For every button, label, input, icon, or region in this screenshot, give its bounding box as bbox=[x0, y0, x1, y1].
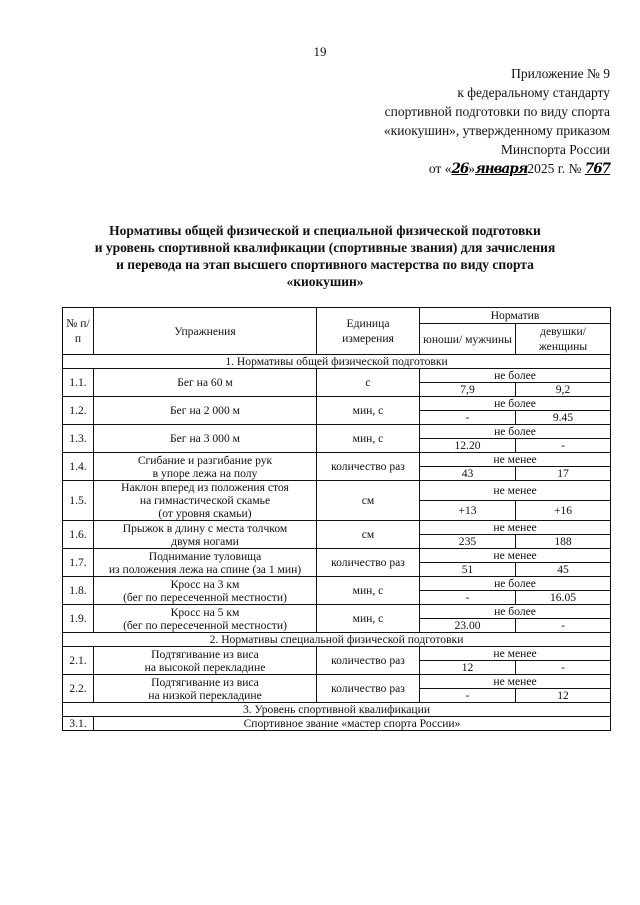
row-unit: мин, с bbox=[317, 397, 420, 425]
row-unit: количество раз bbox=[317, 453, 420, 481]
table-row bbox=[63, 675, 611, 689]
exercise-line: Прыжок в длину с места толчком bbox=[122, 521, 288, 535]
exercise-line: на высокой перекладине bbox=[144, 660, 266, 674]
section-title: 2. Нормативы специальной физической подготовки bbox=[63, 633, 611, 647]
page-number: 19 bbox=[313, 44, 327, 59]
table-row bbox=[63, 577, 611, 591]
male-value: 43 bbox=[420, 467, 516, 481]
header-male: юноши/ мужчины bbox=[420, 324, 516, 355]
exercise-line: Поднимание туловища bbox=[148, 549, 262, 563]
table-row bbox=[63, 453, 611, 467]
header-norm: Норматив bbox=[420, 308, 611, 324]
row-exercise bbox=[94, 453, 317, 481]
row-span-text: Спортивное звание «мастер спорта России» bbox=[94, 717, 611, 731]
exercise-line: (бег по пересеченной местности) bbox=[123, 590, 287, 604]
male-value: - bbox=[420, 411, 516, 425]
female-value: 16.05 bbox=[516, 591, 611, 605]
male-value: 51 bbox=[420, 563, 516, 577]
row-num: 1.1. bbox=[63, 369, 94, 397]
date-prefix: от « bbox=[428, 161, 452, 176]
table-row bbox=[63, 425, 611, 439]
norms-table-body bbox=[63, 355, 611, 731]
table-row bbox=[63, 717, 611, 731]
female-value: 9,2 bbox=[516, 383, 611, 397]
exercise-line: Кросс на 3 км bbox=[170, 577, 240, 591]
norm-qualifier: не менее bbox=[420, 521, 611, 535]
row-num: 2.2. bbox=[63, 675, 94, 703]
date-mid: » bbox=[468, 161, 476, 176]
row-exercise bbox=[94, 577, 317, 605]
row-unit: количество раз bbox=[317, 549, 420, 577]
row-unit: количество раз bbox=[317, 675, 420, 703]
row-exercise bbox=[94, 647, 317, 675]
row-num: 1.3. bbox=[63, 425, 94, 453]
norm-qualifier: не более bbox=[420, 397, 611, 411]
row-unit: мин, с bbox=[317, 605, 420, 633]
table-row bbox=[63, 369, 611, 383]
row-unit: мин, с bbox=[317, 577, 420, 605]
exercise-line: Кросс на 5 км bbox=[170, 605, 240, 619]
appendix-line: спортивной подготовки по виду спорта bbox=[384, 104, 610, 119]
row-unit: количество раз bbox=[317, 647, 420, 675]
exercise-line: Подтягивание из виса bbox=[151, 675, 259, 689]
exercise-line: Бег на 2 000 м bbox=[169, 404, 241, 417]
title-line: и уровень спортивной квалификации (спортивные звания) для зачисления bbox=[94, 240, 556, 255]
table-row bbox=[63, 481, 611, 501]
row-num: 1.2. bbox=[63, 397, 94, 425]
header-exercise: Упражнения bbox=[94, 308, 317, 355]
norm-qualifier: не более bbox=[420, 425, 611, 439]
header-num: № п/п bbox=[63, 308, 94, 355]
male-value: 12.20 bbox=[420, 439, 516, 453]
section-row bbox=[63, 633, 611, 647]
section-title: 3. Уровень спортивной квалификации bbox=[63, 703, 611, 717]
row-num: 1.7. bbox=[63, 549, 94, 577]
norm-qualifier: не менее bbox=[420, 647, 611, 661]
exercise-line: Подтягивание из виса bbox=[151, 647, 259, 661]
male-value: 235 bbox=[420, 535, 516, 549]
appendix-line: Минспорта России bbox=[500, 142, 610, 157]
exercise-line: на гимнастической скамье bbox=[139, 494, 271, 507]
appendix-line: «киокушин», утвержденному приказом bbox=[383, 123, 610, 138]
exercise-line: на низкой перекладине bbox=[148, 688, 262, 702]
row-exercise bbox=[94, 549, 317, 577]
male-value: 23.00 bbox=[420, 619, 516, 633]
row-exercise bbox=[94, 521, 317, 549]
row-exercise bbox=[94, 425, 317, 453]
exercise-line: в упоре лежа на полу bbox=[152, 466, 258, 480]
row-num: 1.8. bbox=[63, 577, 94, 605]
order-date-line bbox=[320, 159, 610, 179]
header-female: девушки/ женщины bbox=[516, 324, 611, 355]
date-month-handwritten: января bbox=[475, 161, 528, 177]
female-value: 17 bbox=[516, 467, 611, 481]
male-value: +13 bbox=[420, 501, 516, 521]
male-value: 12 bbox=[420, 661, 516, 675]
male-value: 7,9 bbox=[420, 383, 516, 397]
exercise-line: Бег на 60 м bbox=[177, 376, 233, 389]
table-row bbox=[63, 647, 611, 661]
order-number-handwritten: 767 bbox=[584, 161, 610, 177]
norms-table bbox=[62, 307, 611, 731]
exercise-line: (от уровня скамьи) bbox=[158, 507, 252, 520]
exercise-line: (бег по пересеченной местности) bbox=[123, 618, 287, 632]
female-value: - bbox=[516, 661, 611, 675]
title-line: Нормативы общей физической и специальной физической подготовки bbox=[109, 223, 541, 238]
exercise-line: Сгибание и разгибание рук bbox=[137, 453, 273, 467]
table-row bbox=[63, 521, 611, 535]
exercise-line: Бег на 3 000 м bbox=[169, 432, 241, 445]
row-exercise bbox=[94, 675, 317, 703]
row-num: 1.9. bbox=[63, 605, 94, 633]
female-value: 12 bbox=[516, 689, 611, 703]
row-unit: с bbox=[317, 369, 420, 397]
appendix-line: Приложение № 9 bbox=[511, 66, 610, 81]
row-exercise bbox=[94, 397, 317, 425]
norm-qualifier: не менее bbox=[420, 549, 611, 563]
title-line: «киокушин» bbox=[286, 274, 364, 289]
date-year: 2025 г. № bbox=[527, 161, 582, 176]
male-value: - bbox=[420, 689, 516, 703]
exercise-line: Наклон вперед из положения стоя bbox=[121, 481, 289, 494]
header-unit: Единица измерения bbox=[317, 308, 420, 355]
appendix-line: к федеральному стандарту bbox=[457, 85, 610, 100]
document-title bbox=[40, 222, 610, 290]
date-day-handwritten: 26 bbox=[451, 161, 469, 177]
row-unit: мин, с bbox=[317, 425, 420, 453]
row-num: 1.6. bbox=[63, 521, 94, 549]
female-value: 188 bbox=[516, 535, 611, 549]
female-value: +16 bbox=[516, 501, 611, 521]
male-value: - bbox=[420, 591, 516, 605]
norm-qualifier: не менее bbox=[420, 453, 611, 467]
section-title: 1. Нормативы общей физической подготовки bbox=[63, 355, 611, 369]
row-num: 2.1. bbox=[63, 647, 94, 675]
norm-qualifier: не более bbox=[420, 369, 611, 383]
row-num: 1.4. bbox=[63, 453, 94, 481]
female-value: - bbox=[516, 619, 611, 633]
row-unit: см bbox=[317, 521, 420, 549]
norm-qualifier: не более bbox=[420, 577, 611, 591]
exercise-line: из положения лежа на спине (за 1 мин) bbox=[108, 562, 302, 576]
female-value: - bbox=[516, 439, 611, 453]
norm-qualifier: не более bbox=[420, 605, 611, 619]
row-num: 1.5. bbox=[63, 481, 94, 521]
norm-qualifier: не менее bbox=[420, 675, 611, 689]
norm-qualifier: не менее bbox=[420, 481, 611, 501]
section-row bbox=[63, 355, 611, 369]
row-exercise bbox=[94, 369, 317, 397]
female-value: 9.45 bbox=[516, 411, 611, 425]
table-row bbox=[63, 397, 611, 411]
appendix-block bbox=[320, 64, 610, 179]
female-value: 45 bbox=[516, 563, 611, 577]
exercise-line: двумя ногами bbox=[171, 534, 239, 548]
table-row bbox=[63, 549, 611, 563]
section-row bbox=[63, 703, 611, 717]
row-exercise bbox=[94, 481, 317, 521]
title-line: и перевода на этап высшего спортивного мастерства по виду спорта bbox=[116, 257, 534, 272]
row-num: 3.1. bbox=[63, 717, 94, 731]
table-row bbox=[63, 605, 611, 619]
row-exercise bbox=[94, 605, 317, 633]
row-unit: см bbox=[317, 481, 420, 521]
